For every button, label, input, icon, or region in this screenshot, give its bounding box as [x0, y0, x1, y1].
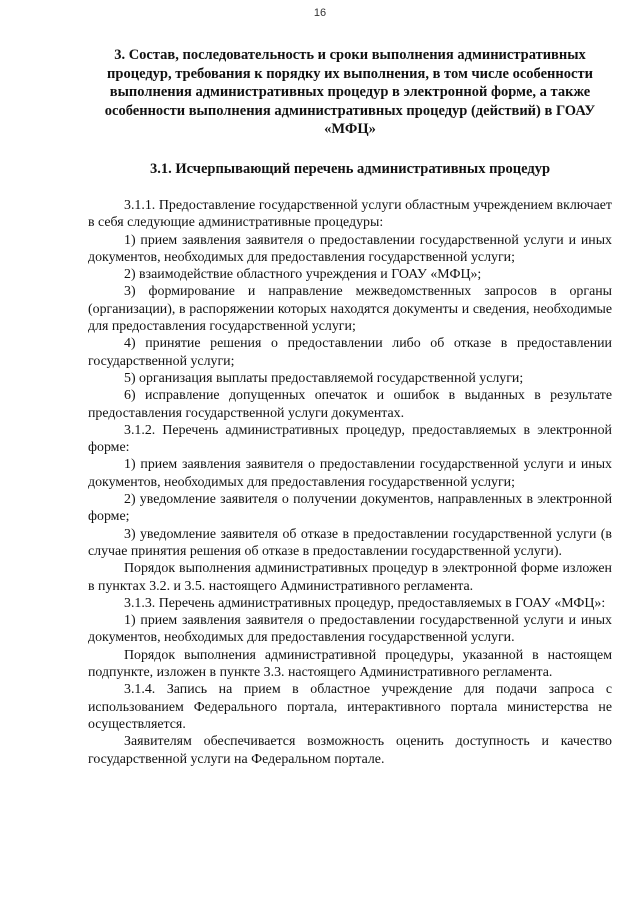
paragraph: 3.1.1. Предоставление государственной услуги областным учреждением включает в себя следующие административные процедуры: — [88, 198, 612, 231]
paragraph: 3.1.4. Запись на прием в областное учреждение для подачи запроса с использованием Федерального портала, интерактивного портала министерства не осуществляется. — [88, 682, 612, 732]
paragraph: 5) организация выплаты предоставляемой государственной услуги; — [124, 370, 524, 386]
paragraph: 6) исправление допущенных опечаток и ошибок в выданных в результате предоставления государственной услуги документах. — [88, 388, 612, 421]
paragraph: 1) прием заявления заявителя о предоставлении государственной услуги и иных документов, необходимых для предоставления государственной услуги. — [88, 613, 612, 646]
paragraph: 1) прием заявления заявителя о предоставлении государственной услуги и иных документов, необходимых для предоставления государственной услуги; — [88, 457, 612, 490]
paragraph: 1) прием заявления заявителя о предоставлении государственной услуги и иных документов, необходимых для предоставления государственной услуги; — [88, 232, 612, 265]
subsection-title: 3.1. Исчерпывающий перечень административных процедур — [149, 161, 551, 177]
paragraph: Порядок выполнения административной процедуры, указанной в настоящем подпункте, изложен в пункте 3.3. настоящего Административного регламента. — [88, 647, 612, 681]
paragraph: 3) формирование и направление межведомственных запросов в органы (организации), в распоряжении которых находятся документы и сведения, необходимые для предоставления государственной услуги; — [88, 284, 612, 335]
paragraph: 3.1.2. Перечень административных процедур, предоставляемых в электронной форме: — [88, 422, 612, 456]
paragraph: Порядок выполнения административных процедур в электронной форме изложен в пунктах 3.2. и 3.5. настоящего Административного регламента. — [88, 561, 612, 594]
paragraph: 2) взаимодействие областного учреждения и ГОАУ «МФЦ»; — [124, 267, 482, 283]
page-number: 16 — [313, 7, 327, 19]
paragraph: 3) уведомление заявителя об отказе в предоставлении государственной услуги (в случае принятия решения об отказе в предоставлении государственной услуги). — [88, 526, 612, 559]
paragraph: 4) принятие решения о предоставлении либо об отказе в предоставлении государственной услуги; — [88, 336, 612, 369]
paragraph: Заявителям обеспечивается возможность оценить доступность и качество государственной услуги на Федеральном портале. — [88, 734, 612, 767]
section-title: 3. Состав, последовательность и сроки выполнения административных процедур, требования к порядку их выполнения, в том числе особенности выполнения административных процедур в электронной форме, а также особенности выполнения административных процедур (действий) в ГОАУ «МФЦ» — [104, 47, 596, 137]
document-body — [88, 197, 612, 768]
paragraph: 3.1.3. Перечень административных процедур, предоставляемых в ГОАУ «МФЦ»: — [124, 595, 606, 611]
paragraph: 2) уведомление заявителя о получении документов, направленных в электронной форме; — [88, 492, 612, 525]
